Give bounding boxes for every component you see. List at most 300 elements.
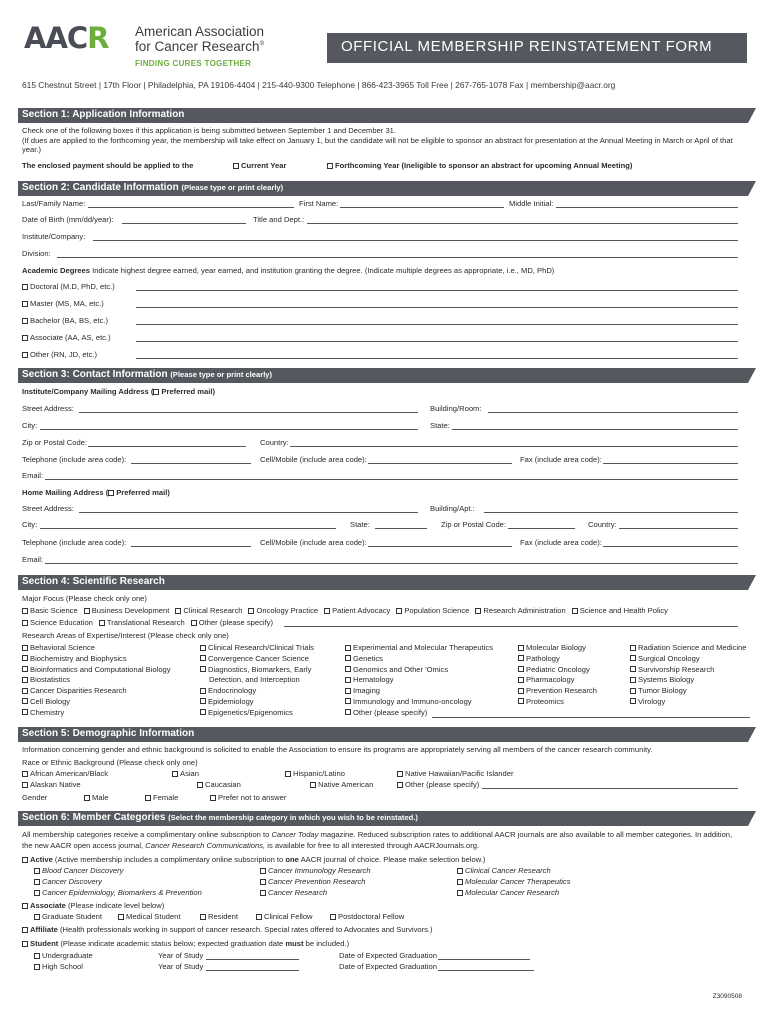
- title-dept-label: Title and Dept.:: [253, 215, 305, 224]
- associate-option[interactable]: [330, 912, 404, 921]
- checkbox-icon[interactable]: [260, 868, 266, 874]
- degrees-label: Academic Degrees: [22, 266, 90, 275]
- checkbox-icon[interactable]: [630, 666, 636, 672]
- checkbox-icon[interactable]: [200, 688, 206, 694]
- journal-option[interactable]: [457, 866, 551, 875]
- s1-current-year[interactable]: [233, 161, 286, 170]
- areas-col-3: [345, 643, 493, 719]
- focus-other-field[interactable]: [284, 626, 738, 627]
- student-option-label: High School: [42, 962, 83, 971]
- street-field[interactable]: [79, 412, 418, 413]
- affiliate-text: (Health professionals working in support of cancer research. Special rates offered to Advocates and Survivors.): [59, 925, 433, 934]
- areas-col-2: [200, 643, 314, 719]
- checkbox-icon[interactable]: [518, 688, 524, 694]
- checkbox-icon[interactable]: [150, 387, 159, 396]
- cell-field[interactable]: [368, 463, 512, 464]
- checkbox-icon[interactable]: [22, 645, 28, 651]
- email-field[interactable]: [45, 479, 738, 480]
- area-option[interactable]: [518, 675, 597, 686]
- area-option[interactable]: [630, 697, 747, 708]
- s1-intro1: Check one of the following boxes if this application is being submitted between September 1 and December 31.: [22, 126, 397, 135]
- home-state-field[interactable]: [375, 528, 427, 529]
- journal-option[interactable]: [34, 888, 202, 897]
- s6-intro-italic: Cancer Research Communications,: [145, 841, 266, 850]
- race-option[interactable]: [310, 780, 373, 789]
- gender-option-label: Male: [92, 793, 109, 802]
- checkbox-icon[interactable]: [22, 608, 28, 614]
- area-option[interactable]: [630, 675, 747, 686]
- areas-label: Research Areas of Expertise/Interest (Please check only one): [22, 631, 229, 640]
- area-option[interactable]: [22, 708, 171, 719]
- associate-option[interactable]: [200, 912, 238, 921]
- journal-option[interactable]: [457, 877, 571, 886]
- area-label: Genomics and Other 'Omics: [353, 664, 449, 674]
- checkbox-icon[interactable]: [22, 677, 28, 683]
- checkbox-icon[interactable]: [285, 771, 291, 777]
- area-label: Behavioral Science: [30, 643, 96, 652]
- checkbox-icon[interactable]: [327, 163, 333, 169]
- associate-option[interactable]: [118, 912, 180, 921]
- journal-option[interactable]: [260, 888, 327, 897]
- checkbox-icon[interactable]: [572, 608, 578, 614]
- checkbox-icon[interactable]: [397, 782, 403, 788]
- area-label: Epigenetics/Epigenomics: [208, 707, 293, 717]
- checkbox-icon[interactable]: [256, 914, 262, 920]
- checkbox-icon[interactable]: [22, 941, 28, 947]
- degree-bachelor-field[interactable]: [136, 324, 738, 325]
- checkbox-icon[interactable]: [22, 284, 28, 290]
- area-option[interactable]: [630, 643, 747, 654]
- journal-option[interactable]: [260, 877, 366, 886]
- checkbox-icon[interactable]: [34, 964, 40, 970]
- degree-label: Master (MS, MA, etc.): [30, 299, 104, 308]
- home-state-label: State:: [350, 520, 370, 529]
- area-label: Clinical Research/Clinical Trials: [208, 643, 314, 652]
- checkbox-icon[interactable]: [310, 782, 316, 788]
- city-field[interactable]: [40, 429, 418, 430]
- associate-label: Associate: [30, 901, 66, 910]
- section-1-title: Section 1: Application Information: [22, 109, 185, 120]
- area-label: Experimental and Molecular Therapeutics: [353, 643, 493, 652]
- grad-date-field[interactable]: [438, 959, 530, 960]
- focus-option[interactable]: [191, 618, 273, 627]
- journal-option[interactable]: [457, 888, 559, 897]
- area-option[interactable]: [518, 643, 597, 654]
- focus-option[interactable]: [22, 618, 93, 627]
- home-city-field[interactable]: [40, 528, 336, 529]
- area-option[interactable]: [630, 686, 747, 697]
- areas-col-4: [518, 643, 597, 708]
- focus-option-label: Population Science: [404, 606, 470, 615]
- checkbox-icon[interactable]: [345, 677, 351, 683]
- checkbox-icon[interactable]: [175, 608, 181, 614]
- journal-option[interactable]: [34, 866, 123, 875]
- section-6-header: [18, 811, 748, 826]
- focus-option[interactable]: [248, 606, 318, 615]
- s1-forthcoming-year[interactable]: [327, 161, 632, 170]
- area-label: Convergence Cancer Science: [208, 653, 309, 663]
- area-label: Cancer Disparities Research: [30, 686, 127, 696]
- affiliate-label: Affiliate: [30, 925, 58, 934]
- checkbox-icon[interactable]: [105, 488, 114, 497]
- area-option[interactable]: [200, 665, 314, 676]
- last-name-field[interactable]: [88, 207, 294, 208]
- section-6-sub: (Select the membership category in which you wish to be reinstated.): [168, 813, 418, 822]
- area-option[interactable]: [518, 665, 597, 676]
- area-label: Endocrinology: [208, 686, 257, 696]
- s6-intro-text: is available for free to all interested through AACRJournals.org.: [265, 841, 480, 850]
- checkbox-icon[interactable]: [397, 771, 403, 777]
- grad-date-label: Date of Expected Graduation: [339, 962, 437, 971]
- checkbox-icon[interactable]: [200, 914, 206, 920]
- area-option[interactable]: [518, 686, 597, 697]
- checkbox-icon[interactable]: [200, 698, 206, 704]
- focus-option-label: Science and Health Policy: [579, 606, 668, 615]
- focus-option-label: Oncology Practice: [256, 606, 319, 615]
- area-option[interactable]: [22, 697, 171, 708]
- race-option[interactable]: [285, 769, 345, 778]
- area-label: Other (please specify): [353, 707, 428, 717]
- student-option[interactable]: [34, 951, 93, 960]
- checkbox-icon[interactable]: [22, 709, 28, 715]
- section-5-title: Section 5: Demographic Information: [22, 728, 195, 739]
- first-name-field[interactable]: [340, 207, 504, 208]
- zip-label: Zip or Postal Code:: [22, 438, 87, 447]
- focus-option[interactable]: [396, 606, 469, 615]
- checkbox-icon[interactable]: [324, 608, 330, 614]
- checkbox-icon[interactable]: [630, 677, 636, 683]
- s6-intro-text: the new AACR open access journal,: [22, 841, 146, 850]
- area-option[interactable]: [200, 654, 314, 665]
- degree-label: Doctoral (M.D, PhD, etc.): [30, 282, 115, 291]
- year-of-study-field[interactable]: [206, 970, 299, 971]
- checkbox-icon[interactable]: [518, 655, 524, 661]
- area-label: Systems Biology: [638, 675, 695, 685]
- section-3-header: [18, 368, 748, 383]
- home-country-field[interactable]: [619, 528, 738, 529]
- fax-field[interactable]: [603, 463, 738, 464]
- s1-intro2: (If dues are applied to the forthcoming year, the membership will take effect on January 1, but the candidate will not be eligible to sponsor an abstract for presentation at the Annual Meeting in March or April of that year.): [22, 136, 733, 155]
- grad-date-label: Date of Expected Graduation: [339, 951, 437, 960]
- aacr-logo: [24, 20, 109, 56]
- race-option[interactable]: [397, 780, 479, 789]
- title-dept-field[interactable]: [307, 223, 738, 224]
- associate-option[interactable]: [34, 912, 102, 921]
- area-label: Pharmacology: [526, 675, 575, 685]
- race-option-label: Asian: [180, 769, 199, 778]
- s1-forthcoming-label: Forthcoming Year (Ineligible to sponsor an abstract for upcoming Annual Meeting): [335, 161, 633, 170]
- area-label: Chemistry: [30, 707, 65, 717]
- area-option[interactable]: [345, 697, 493, 708]
- area-option[interactable]: [22, 643, 171, 654]
- areas-col-1: [22, 643, 171, 719]
- focus-option[interactable]: [22, 606, 78, 615]
- year-of-study-label: Year of Study: [158, 951, 204, 960]
- email-label: Email:: [22, 471, 44, 480]
- focus-option-label: Patient Advocacy: [332, 606, 391, 615]
- checkbox-icon[interactable]: [396, 608, 402, 614]
- area-label: Molecular Biology: [526, 643, 586, 652]
- degree-label: Other (RN, JD, etc.): [30, 350, 98, 359]
- checkbox-icon[interactable]: [34, 890, 40, 896]
- checkbox-icon[interactable]: [34, 953, 40, 959]
- checkbox-icon[interactable]: [345, 688, 351, 694]
- checkbox-icon[interactable]: [233, 163, 239, 169]
- category-student[interactable]: [22, 939, 349, 948]
- inst-address-label: Institute/Company Mailing Address: [22, 387, 149, 396]
- checkbox-icon[interactable]: [200, 655, 206, 661]
- s6-intro-text: magazine. Reduced subscription rates to additional AACR journals are also available to all member categories. In addition,: [318, 830, 733, 839]
- area-option[interactable]: [22, 686, 171, 697]
- race-option[interactable]: [22, 780, 81, 789]
- journal-option[interactable]: [260, 866, 371, 875]
- dob-field[interactable]: [122, 223, 246, 224]
- areas-other-field[interactable]: [432, 717, 750, 718]
- checkbox-icon[interactable]: [330, 914, 336, 920]
- checkbox-icon[interactable]: [345, 655, 351, 661]
- area-option[interactable]: [22, 665, 171, 676]
- category-associate[interactable]: [22, 901, 164, 910]
- checkbox-icon[interactable]: [22, 655, 28, 661]
- area-option[interactable]: [200, 686, 314, 697]
- section-1-header: [18, 108, 748, 123]
- checkbox-icon[interactable]: [457, 879, 463, 885]
- areas-col-5: [630, 643, 747, 708]
- area-label-continued: Detection, and Interception: [209, 675, 300, 685]
- race-option[interactable]: [197, 780, 241, 789]
- state-field[interactable]: [452, 429, 738, 430]
- degree-doctoral[interactable]: [22, 282, 115, 291]
- year-of-study-field[interactable]: [206, 959, 299, 960]
- degree-doctoral-field[interactable]: [136, 290, 738, 291]
- student-option[interactable]: [34, 962, 83, 971]
- checkbox-icon[interactable]: [22, 620, 28, 626]
- year-of-study-label: Year of Study: [158, 962, 204, 971]
- inst-address-heading: [22, 387, 215, 396]
- area-label: Proteomics: [526, 696, 564, 706]
- degree-bachelor[interactable]: [22, 316, 108, 325]
- checkbox-icon[interactable]: [22, 318, 28, 324]
- section-2-sub: (Please type or print clearly): [181, 183, 284, 192]
- area-option[interactable]: [345, 665, 493, 676]
- area-option[interactable]: [345, 686, 493, 697]
- checkbox-icon[interactable]: [630, 698, 636, 704]
- checkbox-icon[interactable]: [22, 782, 28, 788]
- checkbox-icon[interactable]: [345, 645, 351, 651]
- area-option[interactable]: [345, 675, 493, 686]
- degree-other[interactable]: [22, 350, 97, 359]
- area-option[interactable]: [630, 654, 747, 665]
- home-email-field[interactable]: [45, 563, 738, 564]
- home-address-heading: [22, 488, 170, 497]
- s6-intro-italic: Cancer Today: [271, 830, 319, 839]
- area-option[interactable]: [200, 708, 314, 719]
- area-option[interactable]: [630, 665, 747, 676]
- area-option[interactable]: [518, 697, 597, 708]
- checkbox-icon[interactable]: [345, 698, 351, 704]
- area-option[interactable]: [200, 643, 314, 654]
- degree-associate[interactable]: [22, 333, 111, 342]
- checkbox-icon[interactable]: [457, 868, 463, 874]
- telephone-label: Telephone (include area code):: [22, 455, 127, 464]
- category-active[interactable]: [22, 855, 485, 864]
- area-option[interactable]: [345, 654, 493, 665]
- home-fax-label: Fax (include area code):: [520, 538, 602, 547]
- race-option[interactable]: [172, 769, 199, 778]
- checkbox-icon[interactable]: [518, 645, 524, 651]
- checkbox-icon[interactable]: [200, 709, 206, 715]
- gender-option[interactable]: [84, 793, 108, 802]
- checkbox-icon[interactable]: [84, 608, 90, 614]
- checkbox-icon[interactable]: [118, 914, 124, 920]
- gender-option-label: Female: [153, 793, 179, 802]
- section-6-title: Section 6: Member Categories: [22, 812, 166, 823]
- area-option[interactable]: [22, 675, 171, 686]
- focus-option-label: Business Development: [91, 606, 170, 615]
- checkbox-icon[interactable]: [145, 795, 151, 801]
- checkbox-icon[interactable]: [172, 771, 178, 777]
- focus-option[interactable]: [84, 606, 170, 615]
- logo-accent: R: [87, 21, 109, 55]
- checkbox-icon[interactable]: [22, 301, 28, 307]
- checkbox-icon[interactable]: [22, 857, 28, 863]
- zip-field[interactable]: [88, 446, 246, 447]
- home-zip-field[interactable]: [508, 528, 575, 529]
- home-zip-label: Zip or Postal Code:: [441, 520, 506, 529]
- associate-option-label: Graduate Student: [42, 912, 102, 921]
- degree-master[interactable]: [22, 299, 104, 308]
- journal-option[interactable]: [34, 877, 102, 886]
- checkbox-icon[interactable]: [630, 688, 636, 694]
- checkbox-icon[interactable]: [34, 868, 40, 874]
- area-label: Surgical Oncology: [638, 653, 700, 663]
- checkbox-icon[interactable]: [210, 795, 216, 801]
- checkbox-icon[interactable]: [99, 620, 105, 626]
- home-cell-field[interactable]: [368, 546, 512, 547]
- active-label: Active: [30, 855, 53, 864]
- checkbox-icon[interactable]: [197, 782, 203, 788]
- category-affiliate[interactable]: [22, 925, 433, 934]
- journal-label: Cancer Research: [268, 888, 328, 897]
- associate-option[interactable]: [256, 912, 313, 921]
- checkbox-icon[interactable]: [34, 914, 40, 920]
- degrees-instructions: Indicate highest degree earned, year earned, and institution granting the degree. (Indicate multiple degrees as appropriate, i.e., MD, PhD): [92, 266, 555, 275]
- checkbox-icon[interactable]: [457, 890, 463, 896]
- form-title: OFFICIAL MEMBERSHIP REINSTATEMENT FORM: [327, 33, 747, 63]
- area-option[interactable]: [200, 697, 314, 708]
- area-label: Biochemistry and Biophysics: [30, 653, 127, 663]
- telephone-field[interactable]: [131, 463, 251, 464]
- checkbox-icon[interactable]: [22, 927, 28, 933]
- gender-option[interactable]: [145, 793, 178, 802]
- checkbox-icon[interactable]: [191, 620, 197, 626]
- focus-option[interactable]: [99, 618, 185, 627]
- area-option[interactable]: [22, 654, 171, 665]
- race-option-label: Caucasian: [205, 780, 241, 789]
- home-fax-field[interactable]: [603, 546, 738, 547]
- division-field[interactable]: [57, 257, 738, 258]
- checkbox-icon[interactable]: [518, 698, 524, 704]
- race-option-label: African American/Black: [30, 769, 109, 778]
- focus-option[interactable]: [475, 606, 565, 615]
- associate-text: (Please indicate level below): [68, 901, 165, 910]
- checkbox-icon[interactable]: [518, 677, 524, 683]
- tagline: FINDING CURES TOGETHER: [135, 59, 252, 68]
- home-street-field[interactable]: [79, 512, 418, 513]
- focus-option[interactable]: [175, 606, 242, 615]
- checkbox-icon[interactable]: [345, 666, 351, 672]
- race-option-label: Hispanic/Latino: [293, 769, 345, 778]
- checkbox-icon[interactable]: [22, 335, 28, 341]
- checkbox-icon[interactable]: [22, 698, 28, 704]
- country-field[interactable]: [290, 446, 738, 447]
- checkbox-icon[interactable]: [34, 879, 40, 885]
- s6-intro-text: All membership categories receive a complimentary online subscription to: [22, 830, 272, 839]
- checkbox-icon[interactable]: [630, 655, 636, 661]
- area-label: Prevention Research: [526, 686, 597, 696]
- home-address-label: Home Mailing Address: [22, 488, 104, 497]
- area-option[interactable]: [518, 654, 597, 665]
- institute-field[interactable]: [93, 240, 738, 241]
- area-option[interactable]: [345, 643, 493, 654]
- building-field[interactable]: [488, 412, 738, 413]
- checkbox-icon[interactable]: [200, 666, 206, 672]
- checkbox-icon[interactable]: [200, 645, 206, 651]
- race-option[interactable]: [22, 769, 108, 778]
- checkbox-icon[interactable]: [22, 666, 28, 672]
- checkbox-icon[interactable]: [248, 608, 254, 614]
- race-other-field[interactable]: [482, 788, 738, 789]
- checkbox-icon[interactable]: [22, 903, 28, 909]
- checkbox-icon[interactable]: [260, 890, 266, 896]
- checkbox-icon[interactable]: [84, 795, 90, 801]
- paren: (: [150, 387, 154, 396]
- area-label: Cell Biology: [30, 696, 71, 706]
- focus-option[interactable]: [572, 606, 668, 615]
- checkbox-icon[interactable]: [22, 352, 28, 358]
- preferred-mail-label: Preferred mail: [161, 387, 213, 396]
- checkbox-icon[interactable]: [260, 879, 266, 885]
- degree-label: Associate (AA, AS, etc.): [30, 333, 111, 342]
- checkbox-icon[interactable]: [22, 688, 28, 694]
- race-option[interactable]: [397, 769, 513, 778]
- degree-associate-field[interactable]: [136, 341, 738, 342]
- checkbox-icon[interactable]: [345, 709, 351, 715]
- home-city-label: City:: [22, 520, 38, 529]
- checkbox-icon[interactable]: [518, 666, 524, 672]
- area-label: Diagnostics, Biomarkers, Early: [208, 664, 312, 674]
- middle-initial-field[interactable]: [556, 207, 738, 208]
- race-option-label: Alaskan Native: [30, 780, 81, 789]
- degree-master-field[interactable]: [136, 307, 738, 308]
- area-label: Hematology: [353, 675, 394, 685]
- checkbox-icon[interactable]: [475, 608, 481, 614]
- focus-option[interactable]: [324, 606, 390, 615]
- area-label: Biostatistics: [30, 675, 71, 685]
- area-label: Tumor Biology: [638, 686, 687, 696]
- home-country-label: Country:: [588, 520, 617, 529]
- apt-field[interactable]: [484, 512, 738, 513]
- student-text: (Please indicate academic status below; expected graduation date: [60, 939, 286, 948]
- degree-other-field[interactable]: [136, 358, 738, 359]
- checkbox-icon[interactable]: [630, 645, 636, 651]
- gender-option[interactable]: [210, 793, 286, 802]
- grad-date-field[interactable]: [438, 970, 534, 971]
- checkbox-icon[interactable]: [22, 771, 28, 777]
- section-4-header: [18, 575, 748, 590]
- home-telephone-field[interactable]: [131, 546, 251, 547]
- section-2-title: Section 2: Candidate Information: [22, 182, 179, 193]
